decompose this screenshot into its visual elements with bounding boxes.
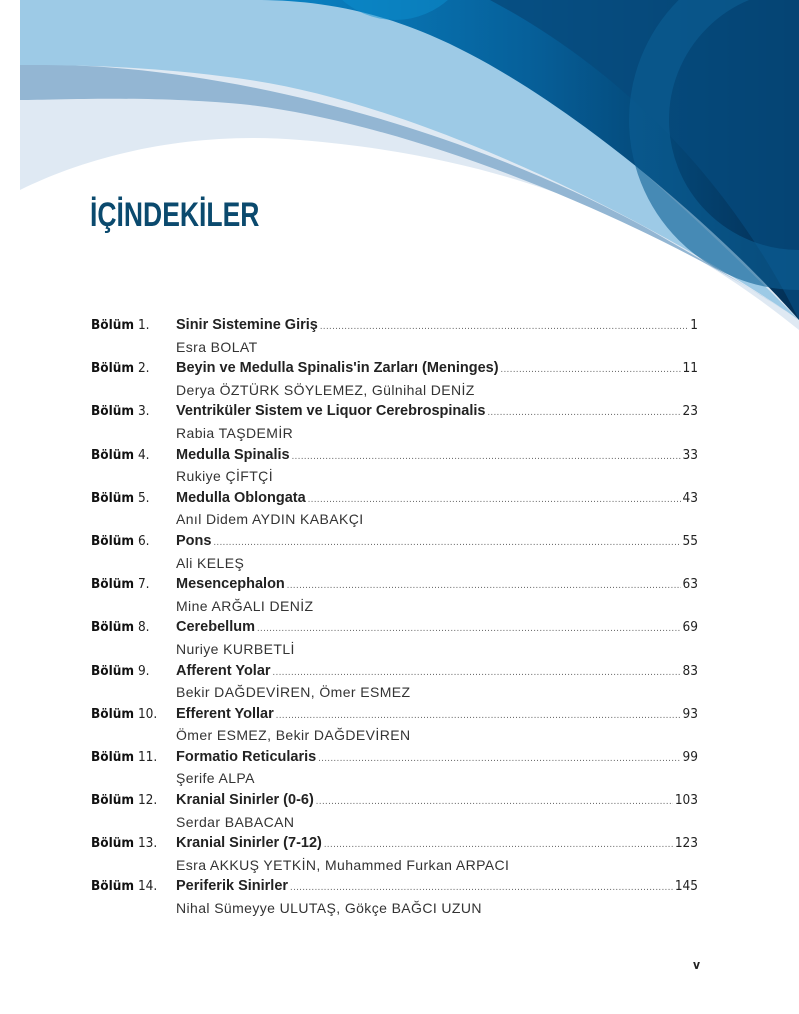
toc-entry[interactable] [91, 401, 698, 444]
chapter-label: Bölüm 12. [91, 792, 158, 809]
chapter-page: 55 [682, 532, 698, 549]
toc-entry[interactable] [91, 358, 698, 401]
chapter-title[interactable]: Afferent Yolar [176, 662, 271, 679]
chapter-title[interactable]: Mesencephalon [176, 576, 285, 593]
toc-entry[interactable] [91, 833, 698, 876]
dot-leader [290, 878, 673, 900]
chapter-page: 33 [682, 446, 698, 463]
chapter-page: 11 [682, 360, 698, 377]
chapter-authors: Esra BOLAT [176, 338, 258, 355]
chapter-authors: Ömer ESMEZ, Bekir DAĞDEVİREN [176, 727, 411, 744]
chapter-authors: Mine ARĞALI DENİZ [176, 597, 314, 614]
chapter-title[interactable]: Formatio Reticularis [176, 748, 317, 765]
chapter-label: Bölüm 13. [91, 835, 158, 852]
dot-leader [501, 360, 681, 382]
toc-entry[interactable] [91, 876, 698, 919]
chapter-label: Bölüm 5. [91, 489, 150, 506]
chapter-page: 123 [674, 835, 698, 852]
dot-leader [487, 403, 680, 425]
chapter-label: Bölüm 7. [91, 576, 150, 593]
chapter-title[interactable]: Cerebellum [176, 619, 255, 636]
chapter-authors: Şerife ALPA [176, 770, 255, 787]
chapter-page: 1 [690, 317, 698, 333]
toc-entry[interactable] [91, 445, 698, 488]
toc-entry[interactable] [91, 704, 698, 747]
dot-leader [324, 835, 673, 857]
chapter-page: 23 [682, 403, 698, 420]
chapter-authors: Rabia TAŞDEMİR [176, 424, 294, 441]
dot-leader [292, 447, 681, 469]
chapter-label: Bölüm 8. [91, 619, 150, 636]
chapter-title[interactable]: Pons [176, 532, 212, 549]
chapter-authors: Nihal Sümeyye ULUTAŞ, Gökçe BAĞCI UZUN [176, 900, 482, 917]
chapter-label: Bölüm 6. [91, 532, 150, 549]
page-title: İÇİNDEKİLER [90, 196, 260, 234]
toc-entry[interactable] [91, 574, 698, 617]
toc-entry[interactable] [91, 315, 698, 358]
chapter-page: 69 [682, 619, 698, 636]
chapter-title[interactable]: Kranial Sinirler (7-12) [176, 835, 322, 852]
dot-leader [287, 576, 681, 598]
chapter-label: Bölüm 14. [91, 878, 158, 895]
chapter-label: Bölüm 11. [91, 748, 158, 765]
chapter-page: 83 [682, 662, 698, 679]
chapter-authors: Nuriye KURBETLİ [176, 640, 295, 657]
chapter-page: 43 [682, 489, 698, 506]
toc-entry[interactable] [91, 617, 698, 660]
chapter-authors: Anıl Didem AYDIN KABAKÇI [176, 511, 364, 528]
dot-leader [318, 749, 680, 771]
chapter-title[interactable]: Ventriküler Sistem ve Liquor Cerebrospinalis [176, 403, 486, 420]
toc-entry[interactable] [91, 747, 698, 790]
chapter-authors: Serdar BABACAN [176, 813, 295, 830]
page-number: v [693, 958, 701, 972]
chapter-label: Bölüm 2. [91, 360, 150, 377]
dot-leader [276, 706, 681, 728]
chapter-title[interactable]: Beyin ve Medulla Spinalis'in Zarları (Meninges) [176, 360, 499, 377]
chapter-authors: Rukiye ÇİFTÇİ [176, 468, 273, 485]
chapter-page: 93 [682, 705, 698, 722]
chapter-title[interactable]: Sinir Sistemine Giriş [176, 317, 318, 333]
chapter-title[interactable]: Efferent Yollar [176, 705, 274, 722]
chapter-authors: Derya ÖZTÜRK SÖYLEMEZ, Gülnihal DENİZ [176, 381, 475, 398]
chapter-page: 63 [682, 576, 698, 593]
dot-leader [316, 792, 673, 814]
dot-leader [213, 533, 680, 555]
header-wave-graphic [0, 0, 799, 330]
chapter-label: Bölüm 9. [91, 662, 150, 679]
chapter-page: 145 [674, 878, 698, 895]
dot-leader [320, 317, 688, 339]
chapter-label: Bölüm 3. [91, 403, 150, 420]
dot-leader [257, 619, 681, 641]
toc-entry[interactable] [91, 488, 698, 531]
chapter-authors: Ali KELEŞ [176, 554, 245, 571]
chapter-label: Bölüm 1. [91, 317, 150, 333]
chapter-page: 99 [682, 748, 698, 765]
table-of-contents [91, 315, 698, 920]
chapter-page: 103 [674, 792, 698, 809]
chapter-title[interactable]: Kranial Sinirler (0-6) [176, 792, 314, 809]
chapter-title[interactable]: Medulla Spinalis [176, 446, 290, 463]
dot-leader [308, 490, 681, 512]
dot-leader [273, 663, 681, 685]
chapter-title[interactable]: Periferik Sinirler [176, 878, 289, 895]
chapter-authors: Bekir DAĞDEVİREN, Ömer ESMEZ [176, 684, 411, 701]
chapter-label: Bölüm 10. [91, 705, 158, 722]
chapter-authors: Esra AKKUŞ YETKİN, Muhammed Furkan ARPACI [176, 856, 510, 873]
toc-entry[interactable] [91, 661, 698, 704]
toc-entry[interactable] [91, 790, 698, 833]
toc-entry[interactable] [91, 531, 698, 574]
chapter-label: Bölüm 4. [91, 446, 150, 463]
chapter-title[interactable]: Medulla Oblongata [176, 489, 306, 506]
